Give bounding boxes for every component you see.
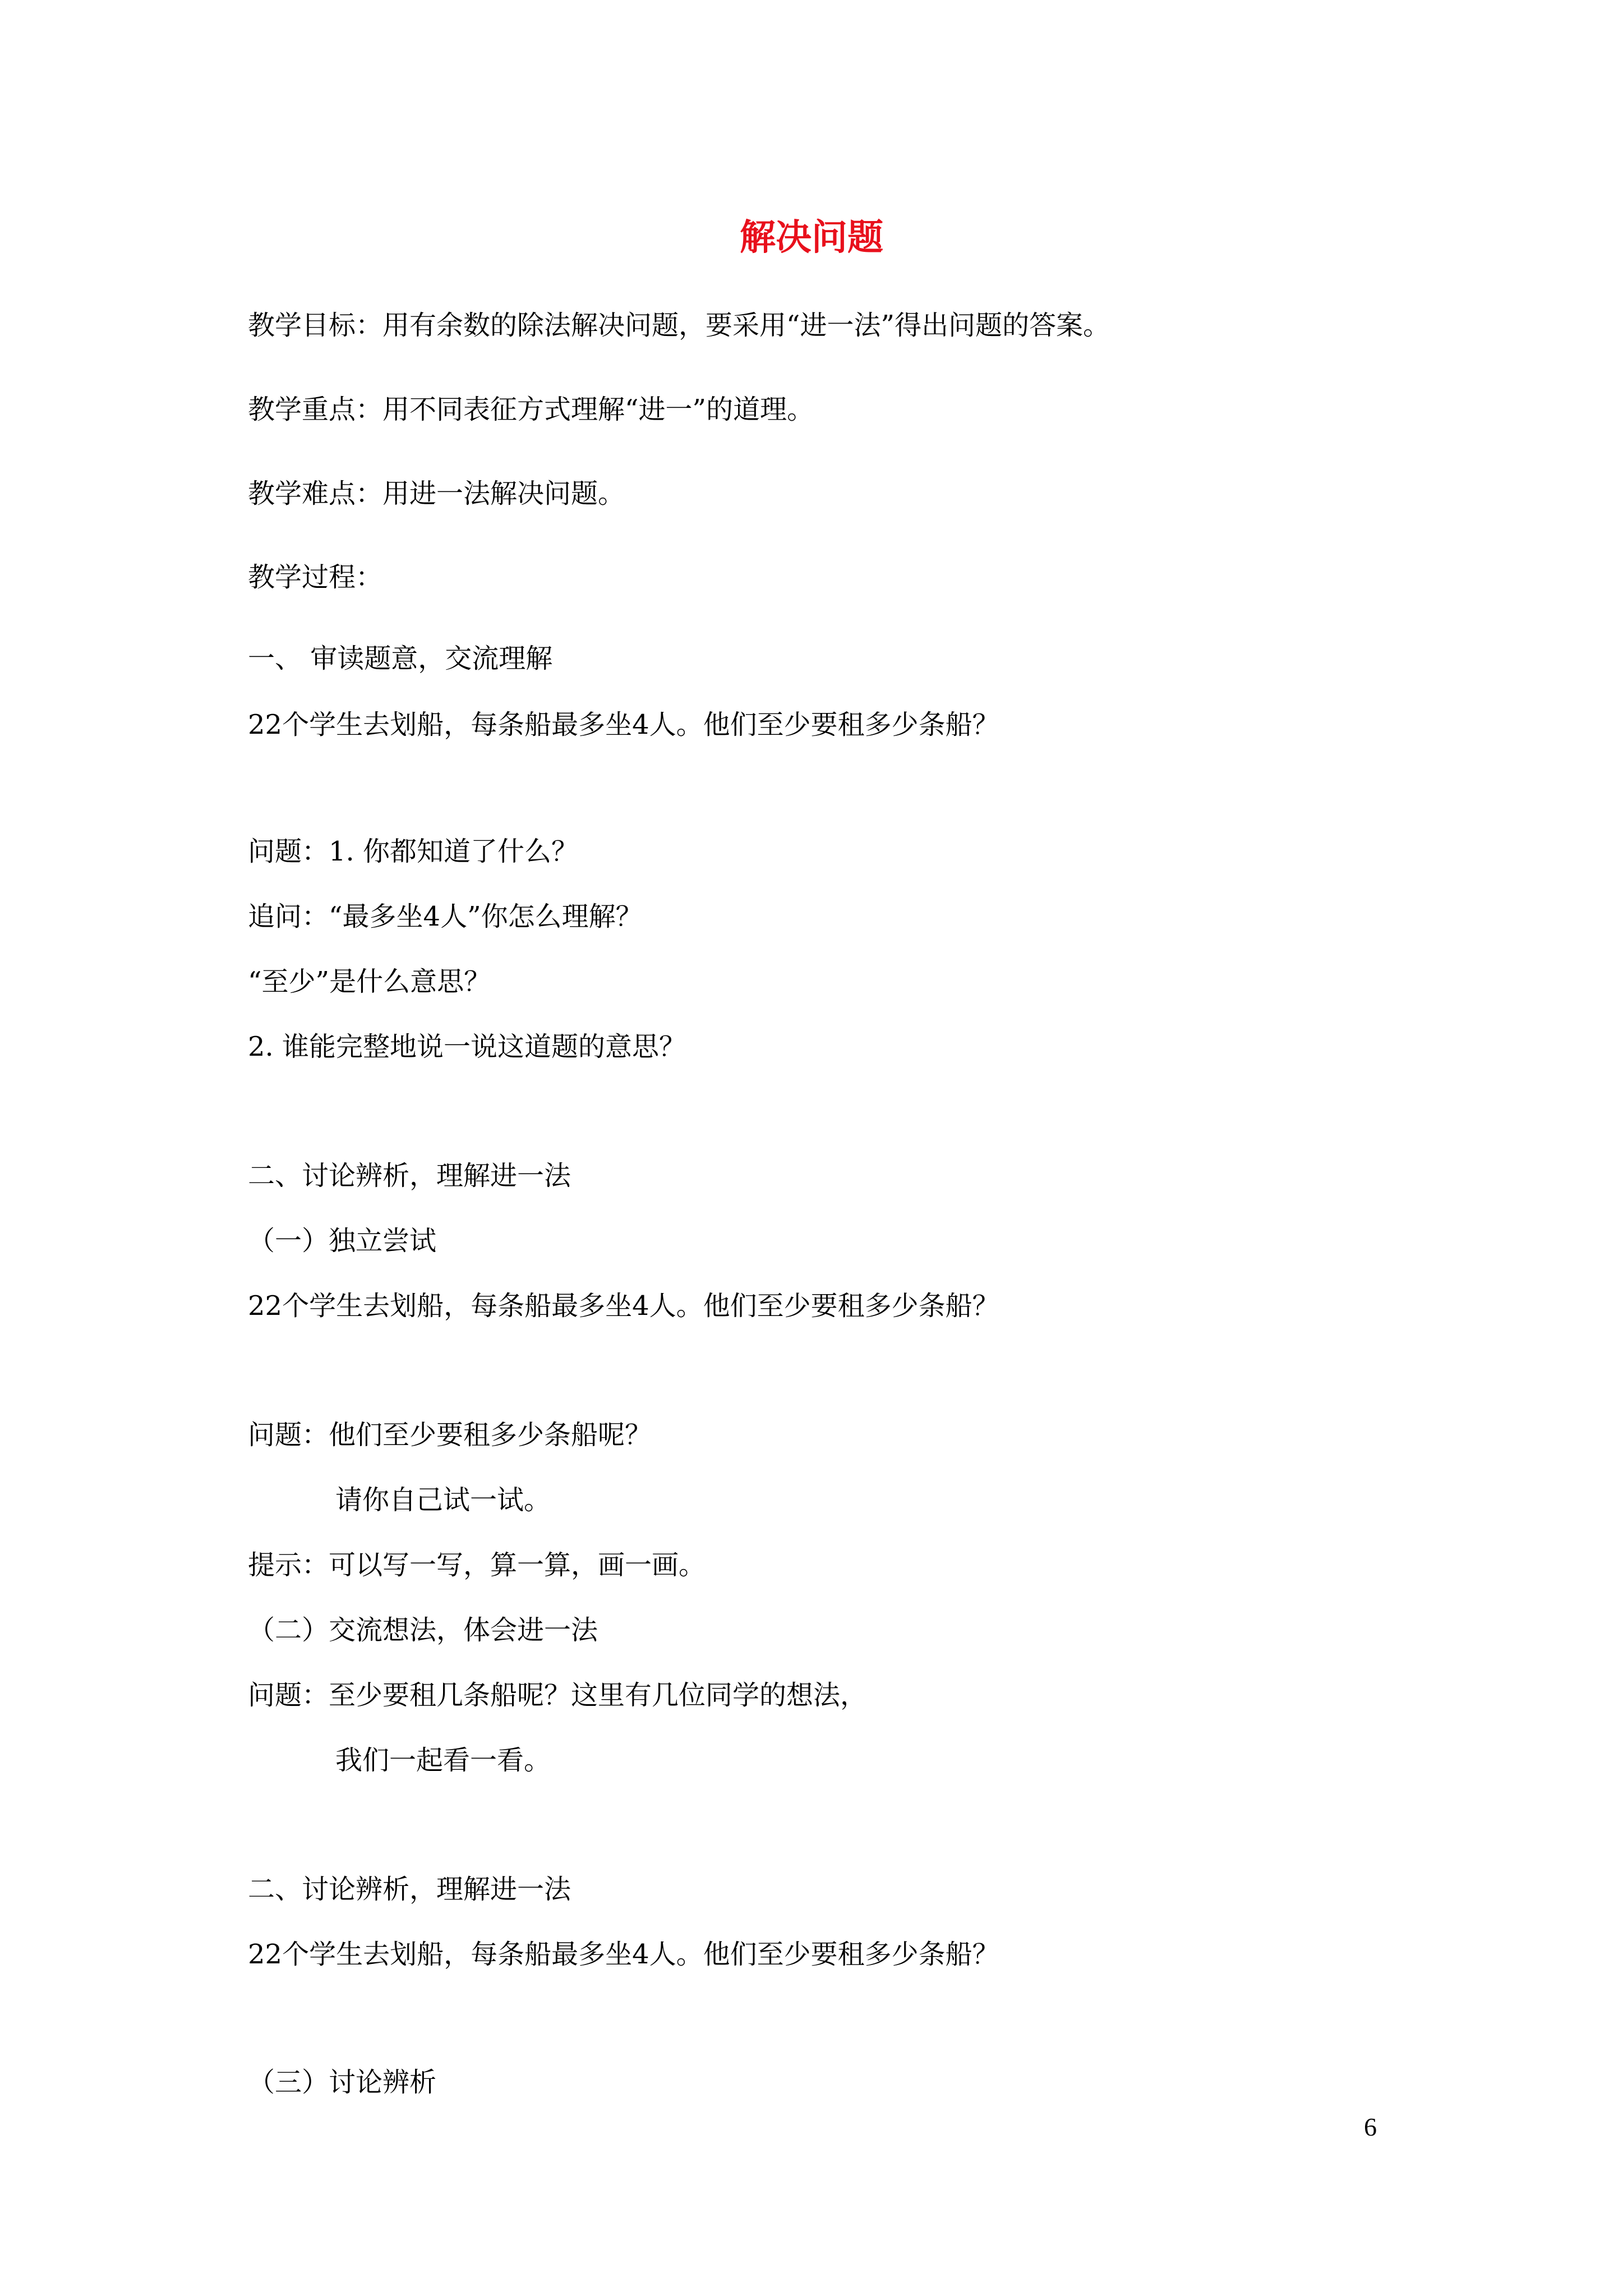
question-line: 问题：1. 你都知道了什么？ [248, 836, 579, 867]
section-two-heading: 二、讨论辨析，理解进一法 [248, 1160, 571, 1191]
question-line-2: 2. 谁能完整地说一说这道题的意思？ [248, 1031, 686, 1062]
hint-line: 提示：可以写一写，算一算，画一画。 [248, 1549, 706, 1581]
page-number: 6 [1364, 2113, 1377, 2141]
section-one-heading: 一、 审读题意，交流理解 [248, 643, 553, 674]
teaching-goal-line: 教学目标：用有余数的除法解决问题，要采用“进一法”得出问题的答案。 [248, 310, 1110, 341]
follow-up-line-2: “至少”是什么意思？ [248, 966, 491, 997]
subsection-three-heading: （三）讨论辨析 [248, 2067, 437, 2098]
problem-statement-2: 22个学生去划船，每条船最多坐4人。他们至少要租多少条船？ [248, 1290, 999, 1322]
question-line-3: 问题：他们至少要租多少条船呢？ [248, 1419, 652, 1451]
teaching-focus-line: 教学重点：用不同表征方式理解“进一”的道理。 [248, 394, 814, 425]
document-title: 解决问题 [740, 217, 883, 259]
section-two-heading-repeat: 二、讨论辨析，理解进一法 [248, 1874, 571, 1905]
instruction-line-2: 我们一起看一看。 [335, 1745, 551, 1776]
subsection-two-heading: （二）交流想法，体会进一法 [248, 1614, 598, 1646]
follow-up-line: 追问：“最多坐4人”你怎么理解？ [248, 901, 643, 932]
instruction-line: 请你自己试一试。 [335, 1484, 551, 1516]
question-line-4: 问题：至少要租几条船呢？这里有几位同学的想法， [248, 1680, 868, 1711]
subsection-one-heading: （一）独立尝试 [248, 1225, 437, 1257]
teaching-difficulty-line: 教学难点：用进一法解决问题。 [248, 478, 625, 509]
problem-statement-1: 22个学生去划船，每条船最多坐4人。他们至少要租多少条船？ [248, 709, 999, 740]
problem-statement-3: 22个学生去划船，每条船最多坐4人。他们至少要租多少条船？ [248, 1939, 999, 1970]
teaching-process-heading: 教学过程： [248, 562, 383, 593]
